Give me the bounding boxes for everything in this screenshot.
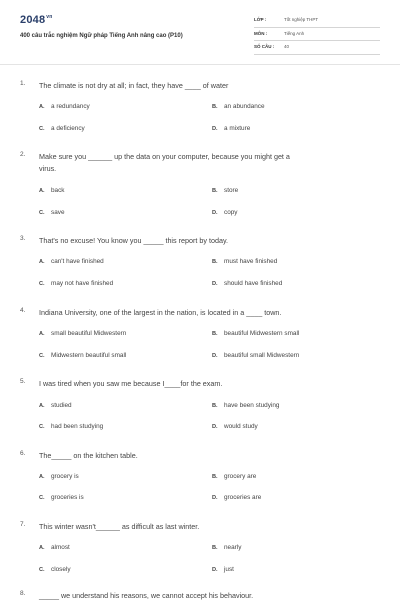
option-text: copy	[224, 209, 238, 216]
option-d[interactable]	[212, 125, 250, 132]
option-letter: B.	[212, 545, 218, 551]
question-text	[39, 151, 379, 175]
option-letter: B.	[212, 188, 218, 194]
option-letter: D.	[212, 353, 218, 359]
option-letter: A.	[39, 331, 45, 337]
meta-row-count	[254, 41, 380, 55]
option-letter: B.	[212, 403, 218, 409]
document-header	[0, 0, 400, 60]
option-text: beautiful small Midwestern	[224, 352, 300, 359]
option-d[interactable]	[212, 280, 282, 287]
option-d[interactable]	[212, 566, 234, 573]
option-d[interactable]	[212, 209, 238, 216]
question-number: 3.	[20, 235, 26, 242]
option-letter: C.	[39, 495, 45, 501]
option-letter: A.	[39, 259, 45, 265]
meta-label: LỚP :	[254, 17, 267, 22]
option-text: back	[51, 187, 65, 194]
meta-row-class	[254, 14, 380, 28]
option-letter: A.	[39, 474, 45, 480]
option-letter: C.	[39, 353, 45, 359]
option-text: must have finished	[224, 258, 278, 265]
meta-row-subject	[254, 28, 380, 42]
option-b[interactable]	[212, 402, 279, 409]
option-c[interactable]	[39, 423, 103, 430]
option-text: almost	[51, 544, 70, 551]
option-text: nearly	[224, 544, 242, 551]
option-d[interactable]	[212, 423, 258, 430]
option-letter: C.	[39, 126, 45, 132]
option-letter: B.	[212, 104, 218, 110]
option-d[interactable]	[212, 494, 261, 501]
option-a[interactable]	[39, 330, 126, 337]
meta-label: SỐ CÂU :	[254, 44, 275, 49]
question-number: 1.	[20, 80, 26, 87]
question-text	[39, 590, 379, 602]
option-text: would study	[224, 423, 258, 430]
option-letter: D.	[212, 424, 218, 430]
option-letter: B.	[212, 331, 218, 337]
question-number: 7.	[20, 521, 26, 528]
option-text: just	[224, 566, 234, 573]
question-line: I was tired when you saw me because I____for the exam.	[39, 379, 223, 388]
question-text	[39, 307, 379, 319]
option-text: a redundancy	[51, 103, 90, 110]
header-divider	[0, 64, 400, 65]
option-a[interactable]	[39, 473, 79, 480]
option-letter: C.	[39, 281, 45, 287]
option-letter: A.	[39, 188, 45, 194]
option-a[interactable]	[39, 187, 65, 194]
option-c[interactable]	[39, 494, 84, 501]
option-a[interactable]	[39, 402, 72, 409]
meta-value: 40	[284, 44, 290, 49]
option-a[interactable]	[39, 258, 104, 265]
option-text: save	[51, 209, 65, 216]
question-text	[39, 450, 379, 462]
question-line: The_____ on the kitchen table.	[39, 451, 138, 460]
option-letter: D.	[212, 495, 218, 501]
site-logo[interactable]	[20, 14, 53, 26]
option-b[interactable]	[212, 330, 299, 337]
option-letter: A.	[39, 403, 45, 409]
option-letter: A.	[39, 104, 45, 110]
question-line: _____ we understand his reasons, we cannot accept his behaviour.	[39, 591, 254, 600]
option-b[interactable]	[212, 258, 277, 265]
option-text: should have finished	[224, 280, 283, 287]
meta-value: Tốt nghiệp THPT	[284, 17, 319, 22]
option-text: had been studying	[51, 423, 104, 430]
option-c[interactable]	[39, 280, 113, 287]
question-text	[39, 521, 379, 533]
question-line: This winter wasn't______ as difficult as last winter.	[39, 522, 200, 531]
option-a[interactable]	[39, 544, 70, 551]
logo-suffix: vn	[46, 14, 53, 21]
document-title: 400 câu trắc nghiệm Ngữ pháp Tiếng Anh nâng cao (P10)	[20, 33, 183, 39]
option-text: small beautiful Midwestern	[51, 330, 127, 337]
option-text: a deficiency	[51, 125, 85, 132]
meta-info	[254, 14, 380, 55]
option-letter: D.	[212, 210, 218, 216]
option-text: beautiful Midwestern small	[224, 330, 300, 337]
option-text: grocery is	[51, 473, 79, 480]
question-text	[39, 378, 379, 390]
option-b[interactable]	[212, 187, 238, 194]
option-letter: C.	[39, 210, 45, 216]
option-d[interactable]	[212, 352, 299, 359]
option-letter: B.	[212, 474, 218, 480]
option-b[interactable]	[212, 544, 241, 551]
question-text	[39, 235, 379, 247]
question-number: 6.	[20, 450, 26, 457]
option-text: store	[224, 187, 239, 194]
option-text: an abundance	[224, 103, 265, 110]
option-text: may not have finished	[51, 280, 114, 287]
option-a[interactable]	[39, 103, 90, 110]
option-c[interactable]	[39, 125, 85, 132]
option-b[interactable]	[212, 473, 256, 480]
option-text: groceries are	[224, 494, 262, 501]
option-letter: D.	[212, 126, 218, 132]
option-text: can't have finished	[51, 258, 104, 265]
question-number: 5.	[20, 378, 26, 385]
option-text: closely	[51, 566, 71, 573]
option-letter: A.	[39, 545, 45, 551]
option-letter: D.	[212, 567, 218, 573]
option-c[interactable]	[39, 352, 126, 359]
option-c[interactable]	[39, 209, 65, 216]
option-letter: B.	[212, 259, 218, 265]
option-text: studied	[51, 402, 72, 409]
option-text: a mixture	[224, 125, 251, 132]
question-line: The climate is not dry at all; in fact, they have ____ of water	[39, 81, 229, 90]
question-number: 4.	[20, 307, 26, 314]
meta-value: Tiếng Anh	[284, 30, 305, 36]
option-text: Midwestern beautiful small	[51, 352, 127, 359]
question-text	[39, 80, 379, 92]
question-number: 2.	[20, 151, 26, 158]
meta-label: MÔN :	[254, 30, 268, 36]
option-letter: C.	[39, 567, 45, 573]
question-line: virus.	[39, 164, 57, 173]
logo-text: 2048	[20, 14, 46, 26]
question-line: Indiana University, one of the largest in the nation, is located in a ____ town.	[39, 308, 282, 317]
option-c[interactable]	[39, 566, 71, 573]
question-line: Make sure you ______ up the data on your computer, because you might get a	[39, 152, 290, 161]
option-text: grocery are	[224, 473, 257, 480]
option-letter: C.	[39, 424, 45, 430]
question-line: That's no excuse! You know you _____ this report by today.	[39, 236, 229, 245]
option-text: have been studying	[224, 402, 280, 409]
option-b[interactable]	[212, 103, 265, 110]
option-letter: D.	[212, 281, 218, 287]
question-number: 8.	[20, 590, 26, 597]
option-text: groceries is	[51, 494, 84, 501]
